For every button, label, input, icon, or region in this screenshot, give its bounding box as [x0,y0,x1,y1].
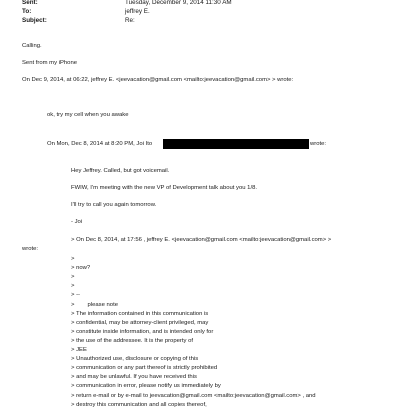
subject-row [22,17,322,25]
quoted-line: > [71,274,75,281]
quoted-line: > communication in error, please notify us immediately by [71,383,221,390]
quoted-line: > and may be unlawful. If you have received this [71,374,197,381]
quoted-line: > Unauthorized use, disclosure or copying of this [71,356,199,363]
quoted-line: > now? [71,265,91,272]
sent-value: Tuesday, December 9, 2014 11:30 AM [125,0,232,6]
sent-from-text: Sent from my iPhone [22,60,78,66]
quoted-line: > confidential, may be attorney-client privileged, may [71,319,209,326]
wrote-line-2-end: wrote: [310,141,327,147]
to-label: To: [22,8,32,15]
quoted-line: > constitute inside information, and is intended only for [71,328,214,335]
quoted-line: > the use of the addressee. It is the property of [71,337,193,344]
subject-value: Re: [125,17,135,24]
try-again-text: I'll try to call you again tomorrow. [71,202,157,208]
quoted-line: > [71,256,75,262]
quoted-line: > please note [71,301,118,308]
signoff-text: - Joi [71,219,83,225]
subject-label: Subject: [22,17,47,24]
quoted-line: > -- [71,292,80,299]
quoted-line: > [71,283,75,290]
quoted-line: > destroy this communication and all copies thereof, [71,401,207,408]
redaction-bar [163,139,309,149]
calling-text: Calling. [22,43,42,49]
fwiw-text: FWIW, I'm meeting with the new VP of Development talk about you 1/8. [71,185,258,191]
message-1: ok, try my cell when you awake [47,112,129,118]
wrote-line-1: On Dec 9, 2014, at 06:22, jeffrey E. <jeevacation@gmail.com <mailto:jeevacation@gmail.com> > wrote: [22,77,294,83]
hey-text: Hey Jeffrey. Called, but got voicemail. [71,168,170,174]
to-row [22,8,322,16]
wrote-line-3: > On Dec 8, 2014, at 17:56 , jeffrey E. <jeevacation@gmail.com <mailto:jeevacation@gmail.com> > [71,237,332,243]
quoted-line: > The information contained in this communication is [71,310,209,317]
wrote-line-3-cont: wrote: [22,246,39,252]
quoted-line: > communication or any part thereof is strictly prohibited [71,365,218,372]
quoted-line: > return e-mail or by e-mail to jeevacation@gmail.com <mailto:jeevacation@gmail.com> , and [71,392,316,399]
sent-label: Sent: [22,0,38,6]
sent-row [22,0,322,7]
quoted-line: > JEE [71,347,87,353]
to-value: jeffrey E. [125,8,150,15]
wrote-line-2-start: On Mon, Dec 8, 2014 at 8:20 PM, Joi Ito [47,141,153,147]
